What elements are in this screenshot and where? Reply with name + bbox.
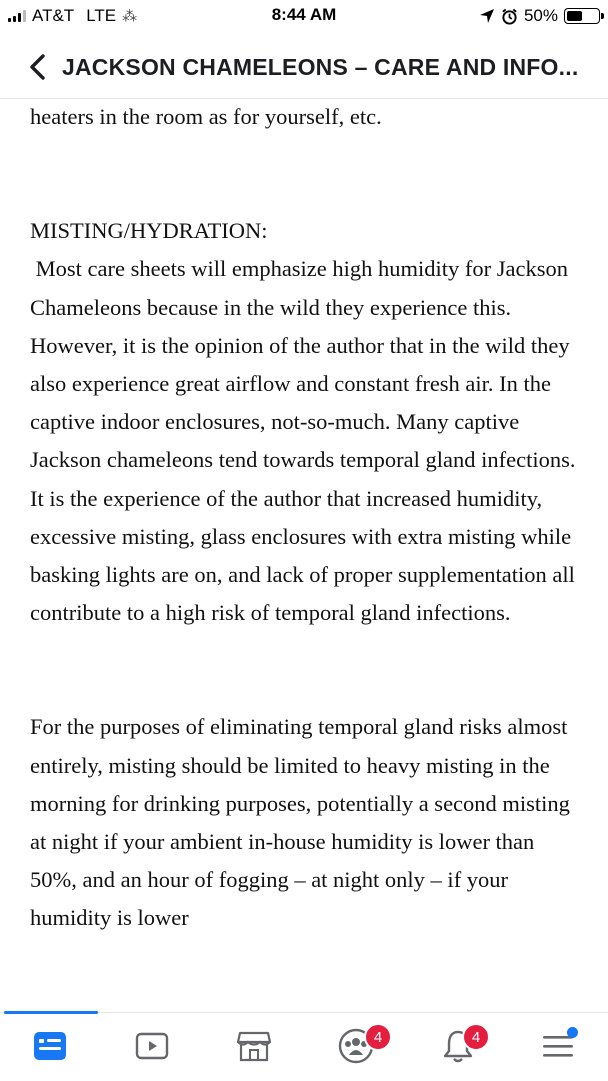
page-title: JACKSON CHAMELEONS – CARE AND INFO...: [62, 54, 579, 80]
article-line: heaters in the room as for yourself, etc.: [30, 104, 382, 129]
back-button[interactable]: [22, 52, 52, 82]
section-heading: MISTING/HYDRATION:: [30, 218, 268, 244]
paragraph-gap: [30, 632, 586, 708]
tab-menu[interactable]: [528, 1023, 588, 1069]
notifications-badge: 4: [462, 1023, 490, 1051]
tab-news-feed[interactable]: [20, 1023, 80, 1069]
loading-spinner-icon: ⁂: [122, 8, 138, 25]
battery-percent: 50%: [523, 6, 558, 25]
status-time: 8:44 AM: [271, 5, 337, 24]
article-body[interactable]: [30, 98, 586, 1010]
tab-watch[interactable]: [122, 1023, 182, 1069]
network-label: LTE: [86, 6, 117, 25]
menu-notification-dot: [567, 1027, 578, 1038]
carrier-label: AT&T: [32, 6, 75, 25]
news-feed-icon: [33, 1031, 67, 1061]
paragraph-gap: [30, 136, 586, 212]
bottom-tab-bar: [0, 1012, 608, 1081]
tab-groups[interactable]: [326, 1023, 386, 1069]
status-right: [479, 6, 600, 26]
battery-icon: [564, 8, 600, 24]
chevron-left-icon: [28, 54, 46, 80]
status-bar: [0, 0, 608, 34]
app-header: [0, 40, 608, 99]
marketplace-icon: [236, 1030, 272, 1062]
alarm-icon: [501, 8, 518, 25]
article-paragraph: Most care sheets will emphasize high humidity for Jackson Chameleons because in the wild they experience this. However, it is the opinion of the author that in the wild they also experience great airflow and constant fresh air. In the captive indoor enclosures, not-so-much. Many captive Jackson chameleons tend towards temporal gland infections. It is the experience of the author that increased humidity, excessive misting, glass enclosures with extra misting while basking lights are on, and lack of proper supplementation all contribute to a high risk of temporal gland infections.: [30, 256, 582, 626]
article-paragraph: For the purposes of eliminating temporal gland risks almost entirely, misting should be limited to heavy misting in the morning for drinking purposes, potentially a second misting at night if your ambient in-house humidity is lower than 50%, and an hour of fogging – at night only – if your humidity is lower: [30, 714, 576, 931]
tab-marketplace[interactable]: [224, 1023, 284, 1069]
location-arrow-icon: [479, 8, 495, 24]
active-tab-indicator: [4, 1011, 98, 1014]
groups-badge: 4: [364, 1023, 392, 1051]
watch-icon: [135, 1031, 169, 1061]
tab-notifications[interactable]: [428, 1023, 488, 1069]
